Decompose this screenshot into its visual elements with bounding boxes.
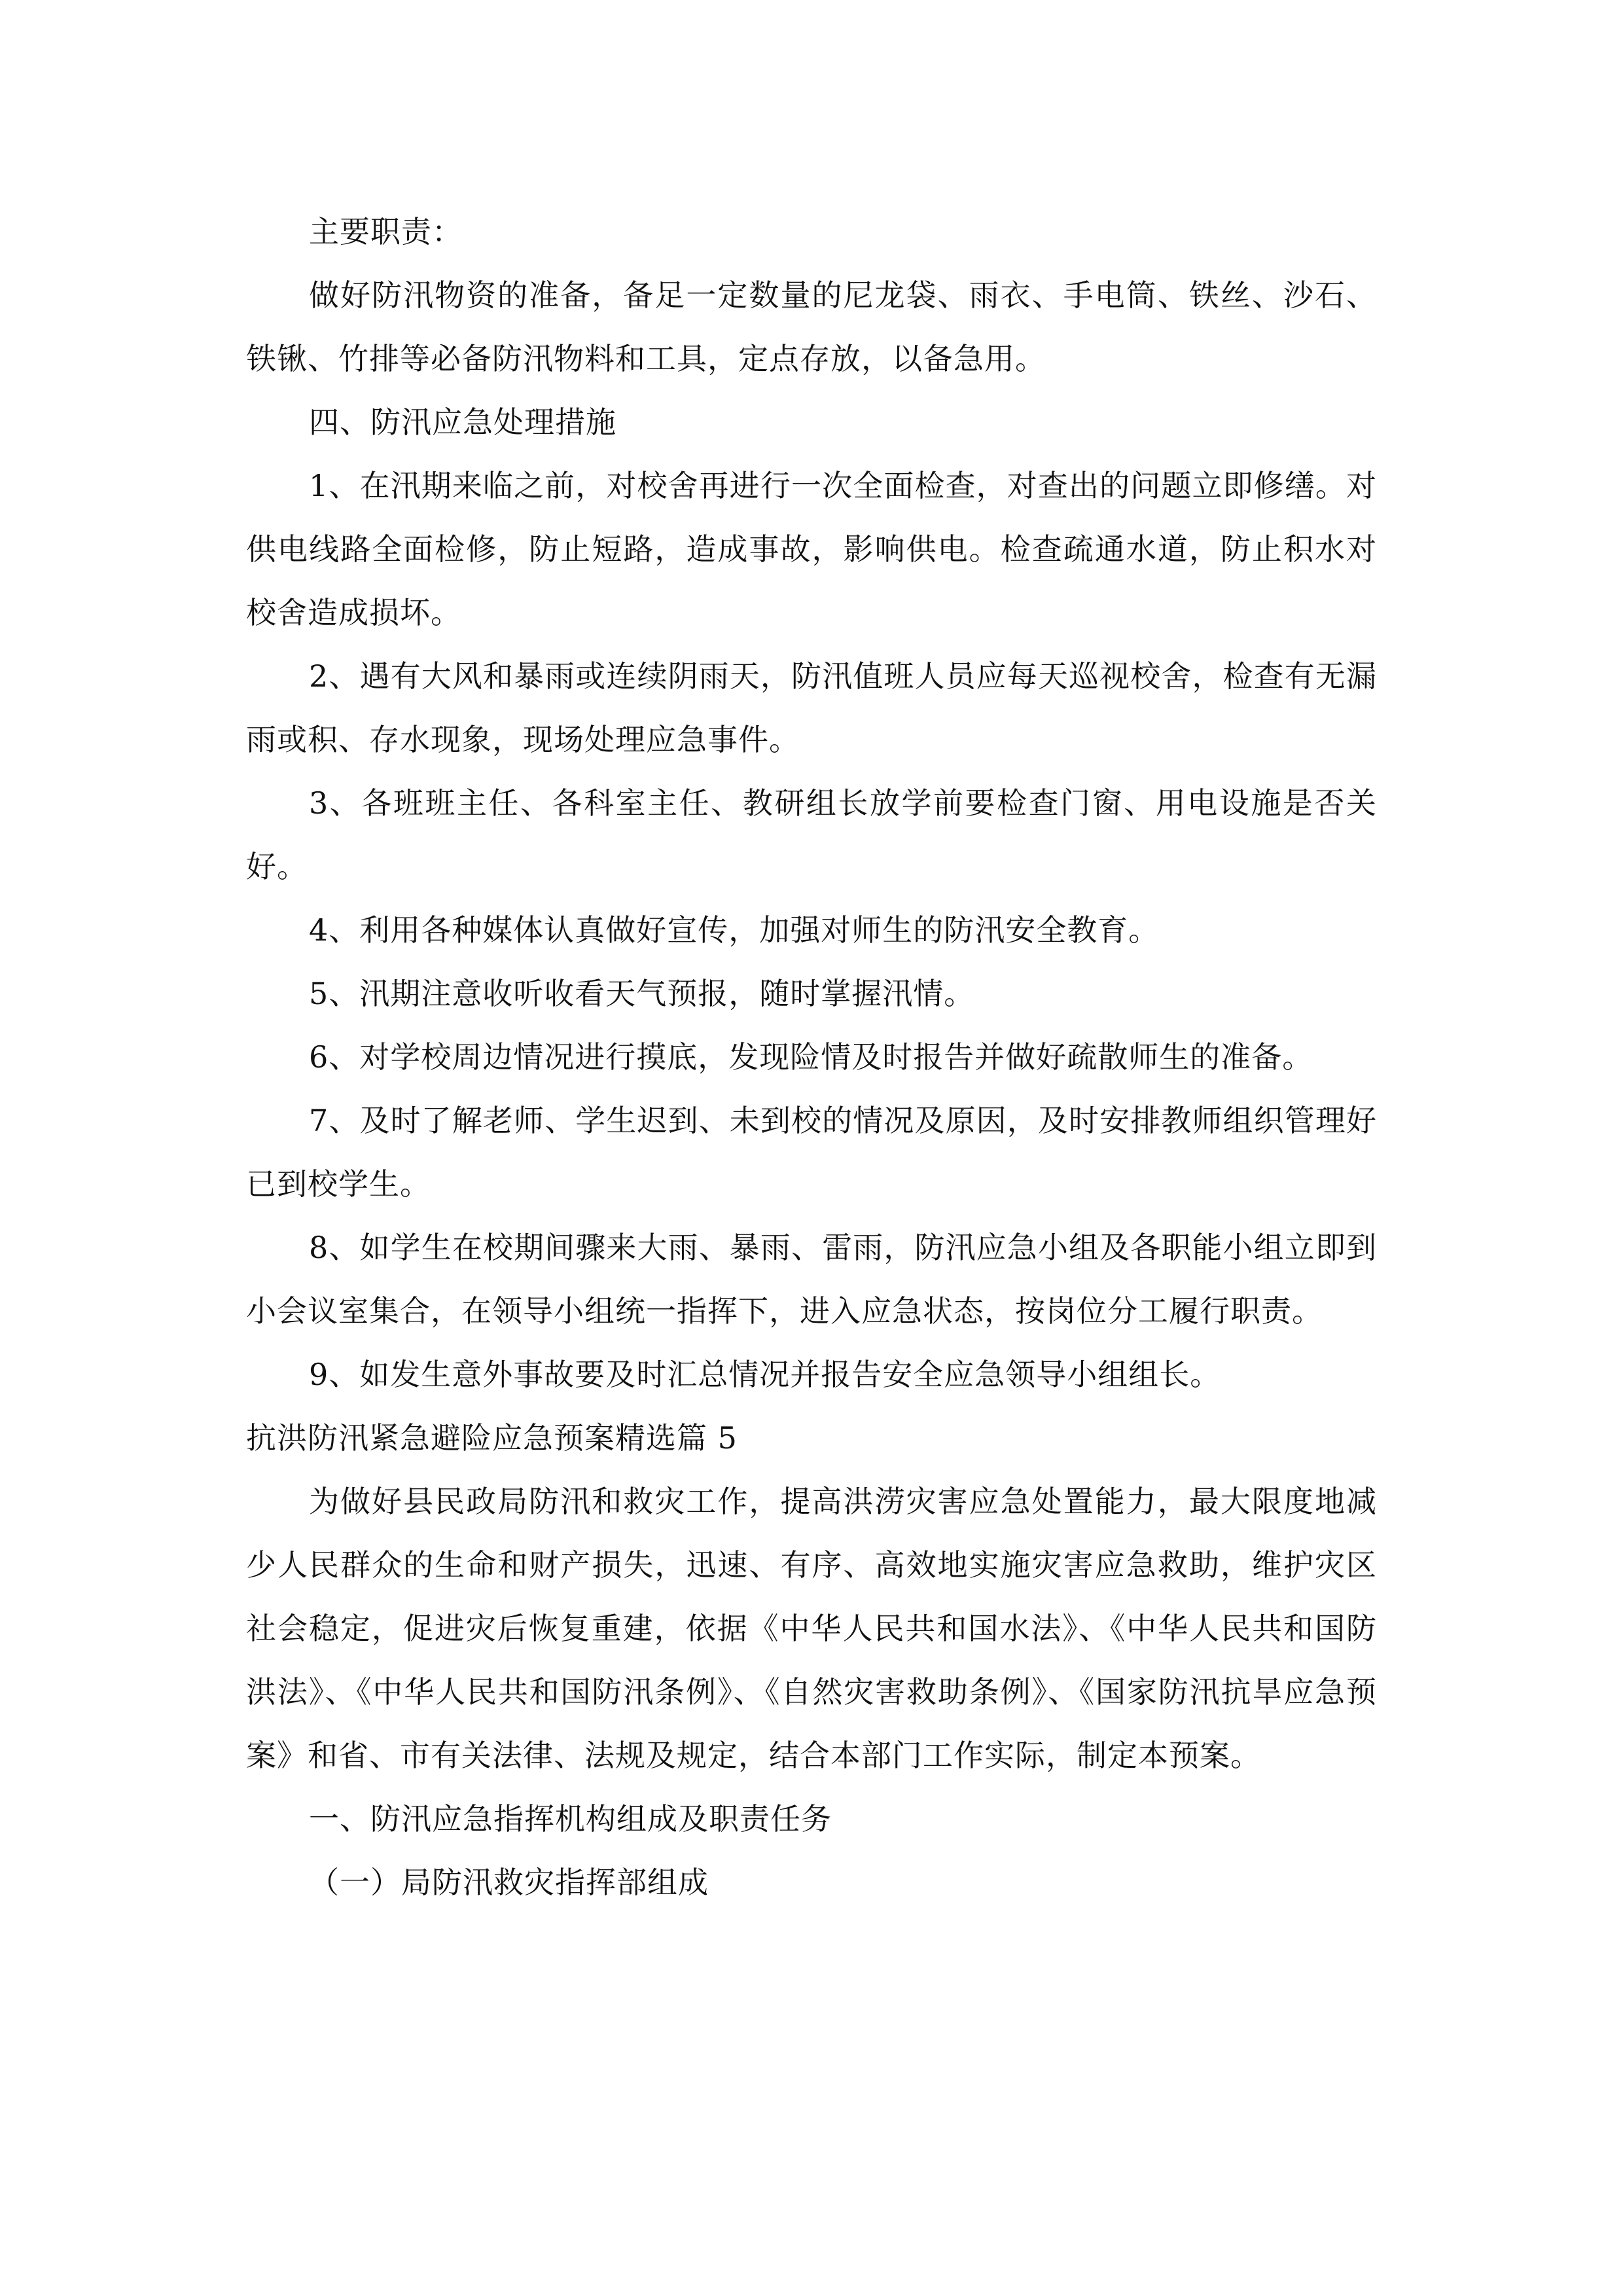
paragraph-item-2: 2、遇有大风和暴雨或连续阴雨天，防汛值班人员应每天巡视校舍，检查有无漏雨或积、存水现象，现场处理应急事件。 xyxy=(246,658,1377,757)
document-body xyxy=(246,200,1377,1914)
paragraph-item-3: 3、各班班主任、各科室主任、教研组长放学前要检查门窗、用电设施是否关好。 xyxy=(246,785,1377,884)
subsection-heading-headquarters: （一）局防汛救灾指挥部组成 xyxy=(309,1865,709,1900)
paragraph-intro: 为做好县民政局防汛和救灾工作，提高洪涝灾害应急处置能力，最大限度地减少人民群众的生命和财产损失，迅速、有序、高效地实施灾害应急救助，维护灾区社会稳定，促进灾后恢复重建，依据《中华人民共和国水法》、《中华人民共和国防洪法》、《中华人民共和国防汛条例》、《自然灾害救助条例》、《国家防汛抗旱应急预案》和省、市有关法律、法规及规定，结合本部门工作实际，制定本预案。 xyxy=(246,1484,1377,1773)
section-heading-emergency-measures: 四、防汛应急处理措施 xyxy=(309,404,616,440)
paragraph-main-duties: 主要职责： xyxy=(309,214,463,249)
paragraph-item-6: 6、对学校周边情况进行摸底，发现险情及时报告并做好疏散师生的准备。 xyxy=(309,1039,1313,1075)
section-heading-command-structure: 一、防汛应急指挥机构组成及职责任务 xyxy=(309,1801,832,1837)
paragraph-item-9: 9、如发生意外事故要及时汇总情况并报告安全应急领导小组组长。 xyxy=(309,1357,1221,1392)
article-title: 抗洪防汛紧急避险应急预案精选篇 5 xyxy=(246,1420,738,1456)
paragraph-item-7: 7、及时了解老师、学生迟到、未到校的情况及原因，及时安排教师组织管理好已到校学生。 xyxy=(246,1103,1377,1202)
paragraph-item-4: 4、利用各种媒体认真做好宣传，加强对师生的防汛安全教育。 xyxy=(309,912,1160,948)
paragraph-supplies: 做好防汛物资的准备，备足一定数量的尼龙袋、雨衣、手电筒、铁丝、沙石、铁锹、竹排等必备防汛物料和工具，定点存放，以备急用。 xyxy=(246,278,1377,376)
paragraph-item-8: 8、如学生在校期间骤来大雨、暴雨、雷雨，防汛应急小组及各职能小组立即到小会议室集合，在领导小组统一指挥下，进入应急状态，按岗位分工履行职责。 xyxy=(246,1230,1377,1329)
paragraph-item-1: 1、在汛期来临之前，对校舍再进行一次全面检查，对查出的问题立即修缮。对供电线路全面检修，防止短路，造成事故，影响供电。检查疏通水道，防止积水对校舍造成损坏。 xyxy=(246,468,1377,630)
paragraph-item-5: 5、汛期注意收听收看天气预报，随时掌握汛情。 xyxy=(309,976,975,1011)
